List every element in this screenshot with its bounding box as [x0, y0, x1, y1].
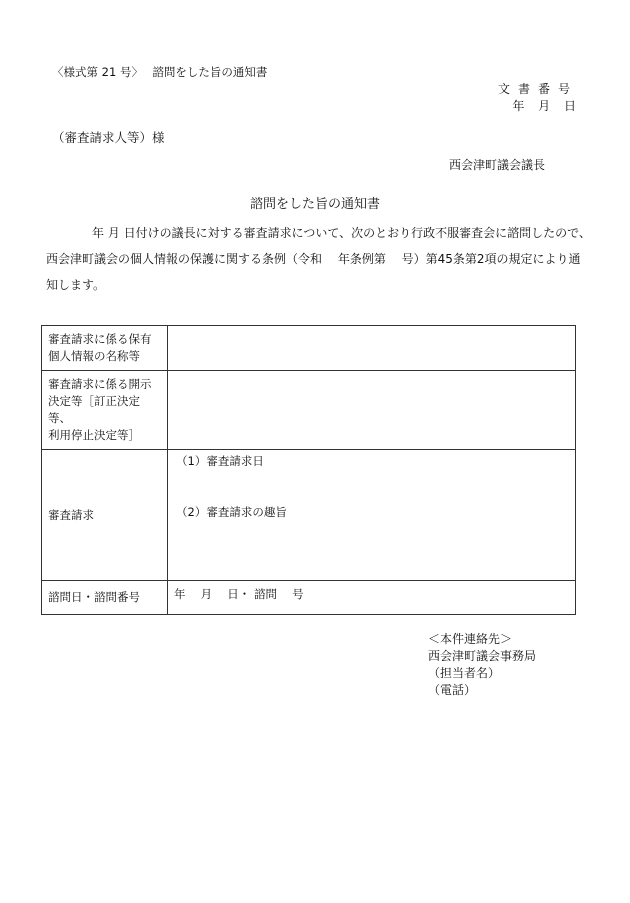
review-request-date-item: （1）審査請求日 [176, 454, 264, 468]
inquiry-date-label-cell [42, 581, 168, 615]
document-title: 諮問をした旨の通知書 [249, 197, 380, 212]
body-line-2: 西会津町議会の個人情報の保護に関する条例（令和 年条例第 号）第45条第2項の規定により通 [46, 252, 581, 266]
review-request-label: 審査請求 [48, 507, 94, 522]
disclosure-decision-label-cell [42, 371, 168, 450]
disclosure-decision-label-line: 決定等［訂正決定等、 [48, 394, 140, 425]
record-name-value-cell [168, 326, 576, 371]
table-row [42, 326, 576, 371]
contact-heading: ＜本件連絡先＞ [428, 632, 513, 646]
contact-phone: （電話） [428, 683, 477, 697]
review-request-value-cell [168, 450, 576, 581]
table-row [42, 371, 576, 450]
inquiry-date-label: 諮問日・諮問番号 [48, 590, 140, 604]
addressee: （審査請求人等）様 [52, 130, 165, 145]
document-number-label: 文書番号 [497, 82, 578, 96]
form-number-label: 〈様式第 21 号〉 諮問をした旨の通知書 [52, 65, 268, 79]
contact-person: （担当者名） [428, 666, 501, 680]
contact-block [428, 631, 536, 699]
body-line-1: 年 月 日付けの議長に対する審査請求について、次のとおり行政不服審査会に諮問したので、 [92, 226, 591, 240]
table-row [42, 450, 576, 581]
inquiry-date-value-cell [168, 581, 576, 615]
body-line-3: 知します。 [46, 278, 106, 292]
review-request-label-cell [42, 450, 168, 581]
contact-office: 西会津町議会事務局 [428, 649, 537, 663]
document-date: 年 月 日 [512, 99, 578, 113]
sender: 西会津町議会議長 [448, 158, 545, 172]
inquiry-date-value: 年 月 日・ 諮問 号 [174, 587, 304, 601]
disclosure-decision-value-cell [168, 371, 576, 450]
record-name-label-cell [42, 326, 168, 371]
record-name-label-line: 個人情報の名称等 [48, 349, 140, 363]
table-row [42, 581, 576, 615]
inquiry-details-table [41, 325, 576, 615]
disclosure-decision-label-line: 審査請求に係る開示 [48, 377, 152, 391]
review-request-purpose-item: （2）審査請求の趣旨 [176, 505, 287, 519]
record-name-label-line: 審査請求に係る保有 [48, 332, 152, 346]
disclosure-decision-label-line: 利用停止決定等］ [48, 428, 140, 442]
